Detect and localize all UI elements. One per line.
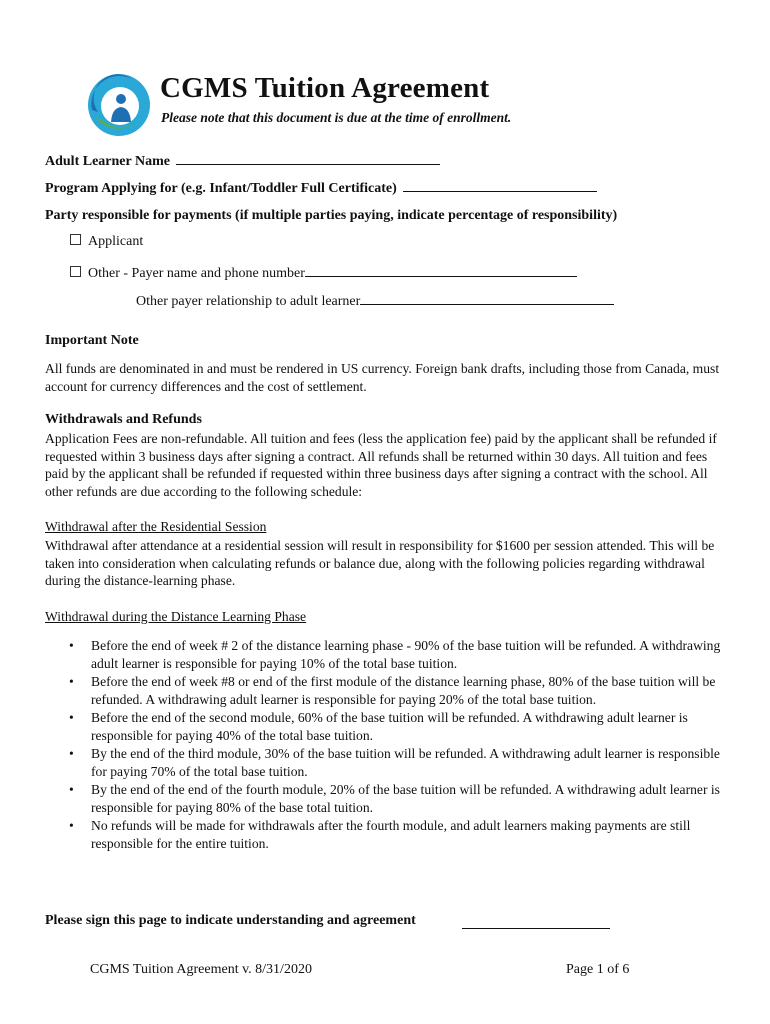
cgms-logo bbox=[84, 70, 154, 140]
party-responsible-label: Party responsible for payments (if multiple parties paying, indicate percentage of responsibility) bbox=[45, 208, 618, 223]
list-item bbox=[45, 781, 735, 816]
program-label: Program Applying for (e.g. Infant/Toddler Full Certificate) bbox=[45, 181, 397, 196]
withdrawals-heading: Withdrawals and Refunds bbox=[45, 412, 202, 427]
important-note-body: All funds are denominated in and must be rendered in US currency. Foreign bank drafts, including those from Canada, must account for currency differences and the cost of settlement. bbox=[45, 361, 720, 394]
applicant-checkbox[interactable] bbox=[70, 234, 81, 245]
footer-version: CGMS Tuition Agreement v. 8/31/2020 bbox=[90, 962, 312, 977]
signature-blank[interactable] bbox=[462, 928, 610, 929]
signature-label: Please sign this page to indicate understanding and agreement bbox=[45, 913, 416, 928]
bullet: • bbox=[69, 710, 74, 725]
list-item bbox=[45, 673, 735, 708]
page-title: CGMS Tuition Agreement bbox=[160, 72, 490, 104]
adult-learner-label: Adult Learner Name bbox=[45, 154, 170, 169]
program-blank[interactable] bbox=[403, 190, 597, 192]
other-checkbox[interactable] bbox=[70, 266, 81, 277]
relationship-blank[interactable] bbox=[360, 303, 614, 305]
list-item-text: By the end of the third module, 30% of the base tuition will be refunded. A withdrawing adult learner is responsible for paying 70% of the total base tuition. bbox=[91, 746, 720, 779]
bullet: • bbox=[69, 638, 74, 653]
list-item bbox=[45, 745, 735, 780]
option-applicant[interactable] bbox=[70, 234, 143, 250]
other-label: Other - Payer name and phone number bbox=[88, 266, 305, 281]
program-field bbox=[45, 181, 597, 197]
residential-body: Withdrawal after attendance at a residential session will result in responsibility for $1600 per session attended. This will be taken into consideration when calculating refunds or balance due, along with the following policies regarding withdrawal during the distance-learning phase. bbox=[45, 538, 715, 588]
list-item-text: No refunds will be made for withdrawals after the fourth module, and adult learners making payments are still responsible for the entire tuition. bbox=[91, 818, 691, 851]
list-item-text: Before the end of week # 2 of the distance learning phase - 90% of the base tuition will be refunded. A withdrawing adult learner is responsible for paying 10% of the total base tuition. bbox=[91, 638, 721, 671]
bullet: • bbox=[69, 746, 74, 761]
other-relationship-field bbox=[136, 294, 614, 310]
list-item bbox=[45, 637, 735, 672]
list-item-text: Before the end of the second module, 60% of the base tuition will be refunded. A withdrawing adult learner is responsible for paying 40% of the total base tuition. bbox=[91, 710, 688, 743]
bullet: • bbox=[69, 818, 74, 833]
list-item-text: Before the end of week #8 or end of the first module of the distance learning phase, 80% of the base tuition will be refunded. A withdrawing adult learner is responsible for paying 20% of the total base tuition. bbox=[91, 674, 716, 707]
list-item bbox=[45, 709, 735, 744]
other-relationship-label: Other payer relationship to adult learner bbox=[136, 294, 361, 309]
applicant-label: Applicant bbox=[88, 234, 144, 249]
payer-name-phone-blank[interactable] bbox=[305, 275, 577, 277]
adult-learner-blank[interactable] bbox=[176, 163, 440, 165]
bullet: • bbox=[69, 782, 74, 797]
list-item bbox=[45, 817, 735, 852]
footer-page-number: Page 1 of 6 bbox=[566, 962, 630, 977]
withdrawals-body: Application Fees are non-refundable. All tuition and fees (less the application fee) paid by the applicant shall be refunded if requested within 3 business days after signing a contract. All refunds shall be returned within 30 days. All tuition and fees paid by the applicant shall be refunded if requested within three business days after signing a contract with the school. All other refunds are due according to the following schedule: bbox=[45, 431, 717, 499]
important-note-heading: Important Note bbox=[45, 333, 139, 348]
distance-heading: Withdrawal during the Distance Learning Phase bbox=[45, 609, 307, 624]
adult-learner-field bbox=[45, 154, 440, 170]
bullet: • bbox=[69, 674, 74, 689]
residential-heading: Withdrawal after the Residential Session bbox=[45, 519, 267, 534]
list-item-text: By the end of the end of the fourth module, 20% of the base tuition will be refunded. A withdrawing adult learner is responsible for paying 80% of the base total tuition. bbox=[91, 782, 720, 815]
option-other[interactable] bbox=[70, 266, 577, 282]
page-subtitle: Please note that this document is due at the time of enrollment. bbox=[161, 110, 512, 125]
distance-bullet-list bbox=[45, 637, 735, 853]
